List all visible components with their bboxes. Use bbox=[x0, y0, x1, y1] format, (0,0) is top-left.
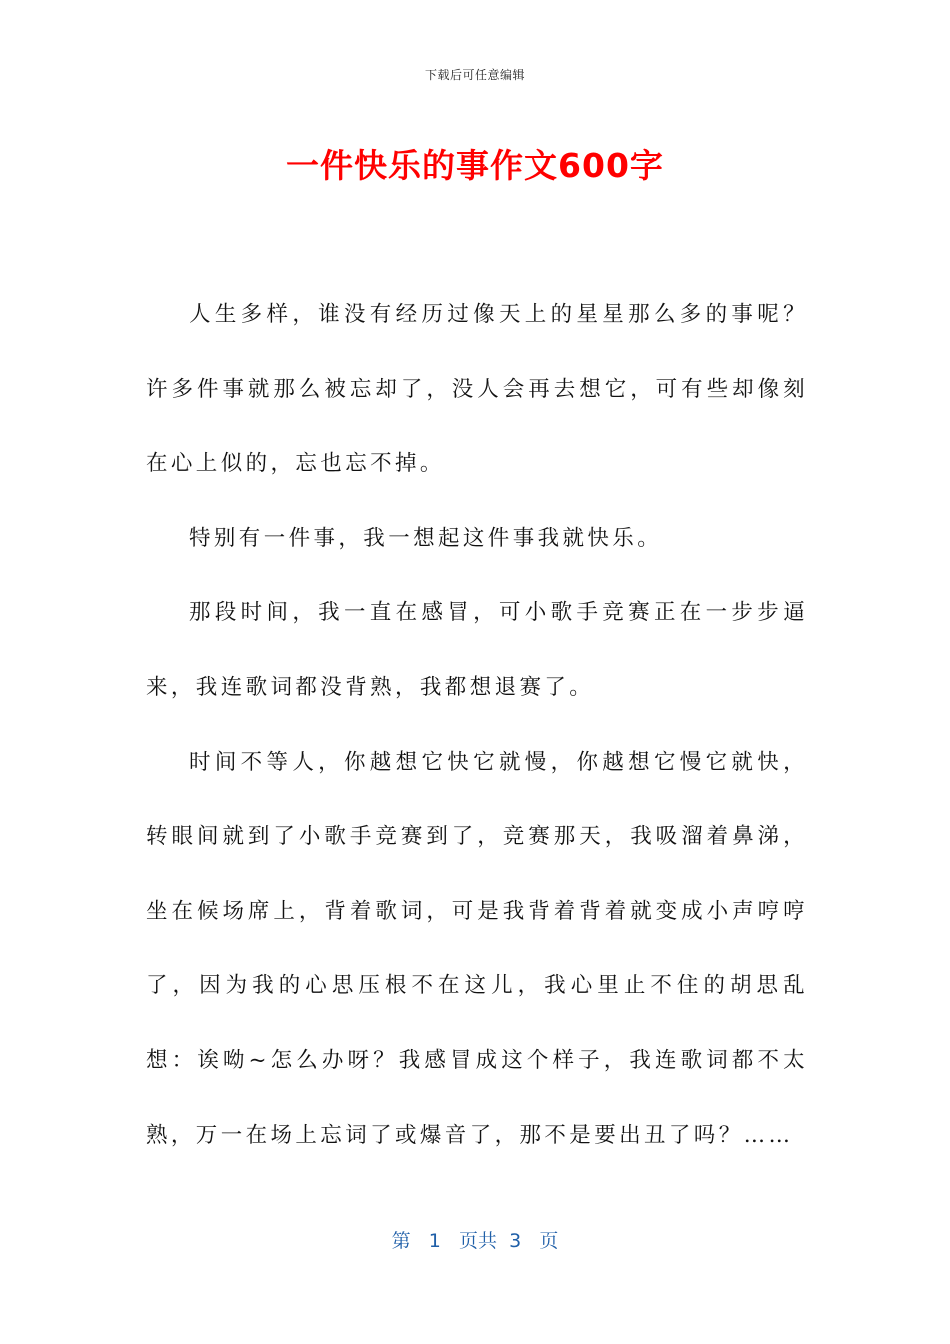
essay-body bbox=[146, 278, 808, 1173]
page-footer bbox=[0, 1226, 950, 1253]
footer-total-pages: 3 bbox=[509, 1230, 522, 1252]
footer-page-mid: 页共 bbox=[459, 1230, 498, 1252]
footer-page-prefix: 第 bbox=[391, 1230, 411, 1252]
footer-current-page: 1 bbox=[428, 1230, 441, 1252]
document-title: 一件快乐的事作文600字 bbox=[286, 146, 664, 185]
header-note: 下载后可任意编辑 bbox=[424, 68, 525, 82]
paragraph-2: 特别有一件事，我一想起这件事我就快乐。 bbox=[189, 525, 663, 551]
footer-page-suffix: 页 bbox=[539, 1230, 559, 1252]
paragraph-3: 那段时间，我一直在感冒，可小歌手竞赛正在一步步逼来，我连歌词都没背熟，我都想退赛了。 bbox=[146, 600, 808, 700]
paragraph-4: 时间不等人，你越想它快它就慢，你越想它慢它就快，转眼间就到了小歌手竞赛到了，竞赛那天，我吸溜着鼻涕，坐在候场席上，背着歌词，可是我背着背着就变成小声哼哼了，因为我的心思压根不在这儿，我心里止不住的胡思乱想：诶呦~怎么办呀？我感冒成这个样子，我连歌词都不太熟，万一在场上忘词了或爆音了，那不是要出丑了吗？…… bbox=[146, 749, 808, 1148]
paragraph-1: 人生多样，谁没有经历过像天上的星星那么多的事呢？许多件事就那么被忘却了，没人会再去想它，可有些却像刻在心上似的，忘也忘不掉。 bbox=[146, 302, 808, 477]
